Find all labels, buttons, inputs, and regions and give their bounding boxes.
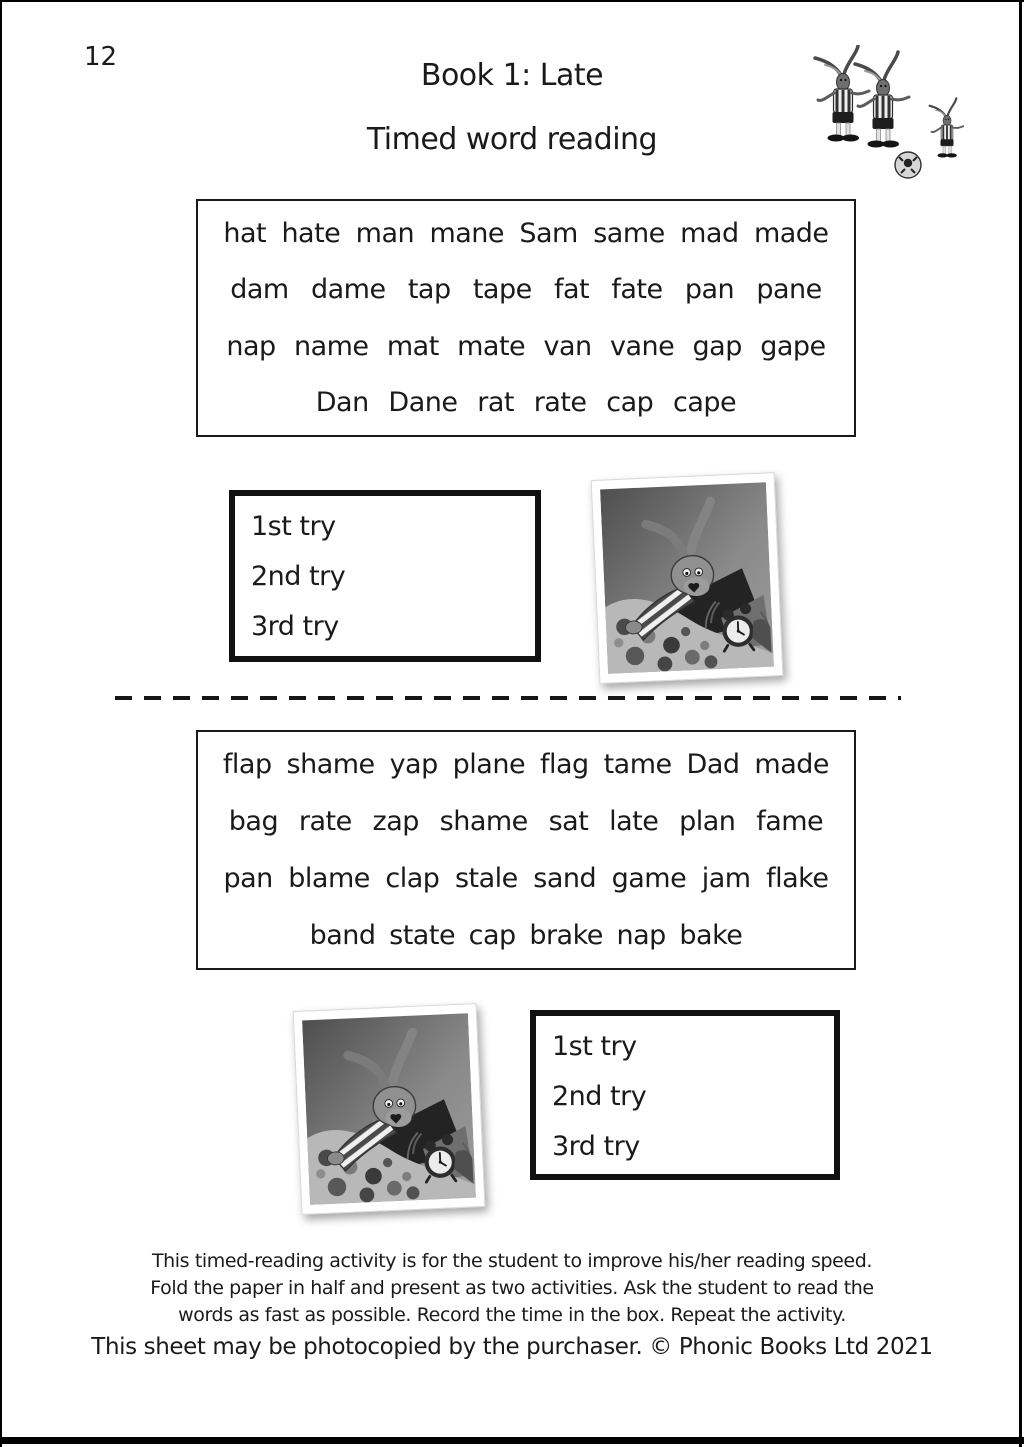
word: flap [222,749,272,780]
page-edge-bottom [0,1437,1024,1444]
word: mat [386,330,439,362]
word: fat [553,274,590,306]
page-subtitle: Timed word reading [366,122,658,157]
word: hat [223,217,267,249]
page-number: 12 [84,42,118,72]
word-row [208,262,844,319]
word: jam [701,863,751,894]
word: pan [223,863,273,894]
word-row [208,793,844,850]
word-row [208,850,844,907]
word: zap [372,806,419,837]
word: band [309,920,376,951]
word: state [389,920,456,951]
try-line-2: 2nd try [251,561,346,592]
word: made [753,217,829,249]
word: dame [310,274,386,306]
try-line-3: 3rd try [552,1131,640,1162]
fold-dashed-line [115,696,901,700]
word: gape [760,330,826,362]
try-line-3: 3rd try [251,611,339,642]
word: rate [533,387,587,419]
word-row [208,736,844,793]
bed-photo-2-art [302,1012,476,1205]
word: Sam [519,217,578,249]
word: same [593,217,665,249]
word: gap [692,330,742,362]
word: yap [389,749,438,780]
word: made [754,749,830,780]
try-box-1 [229,490,541,662]
word: plan [679,806,736,837]
word: Dan [315,387,369,419]
try-line-1: 1st try [251,511,336,542]
word: man [355,217,415,249]
page-edge-top [0,0,1024,2]
word-box-2 [196,730,856,970]
word: cap [468,920,516,951]
word: late [609,806,659,837]
word: sat [548,806,589,837]
word: rat [477,387,514,419]
word: flake [766,863,829,894]
word: sand [533,863,597,894]
word: fame [756,806,824,837]
copyright-text: This sheet may be photocopied by the purchaser. © Phonic Books Ltd 2021 [91,1334,933,1360]
word: plane [452,749,526,780]
word-row [296,375,756,432]
word: fate [611,274,663,306]
football-characters-illustration [795,45,975,185]
word: van [543,330,592,362]
word: brake [529,920,603,951]
page-title: Book 1: Late [420,58,604,93]
word: blame [288,863,370,894]
word: tape [472,274,532,306]
word-row [208,318,844,375]
word: dam [230,274,289,306]
bed-photo-1 [591,472,784,684]
try-box-2 [530,1010,840,1180]
page-edge-right [1019,0,1022,1447]
word: tap [407,274,451,306]
word: clap [385,863,440,894]
word: stale [454,863,518,894]
word: bag [228,806,279,837]
word: Dad [686,749,740,780]
word: game [611,863,687,894]
word-row [208,205,844,262]
word: flag [539,749,589,780]
word: shame [439,806,528,837]
word: nap [226,330,276,362]
word: rate [298,806,352,837]
word: mane [429,217,505,249]
word: mate [457,330,526,362]
try-line-1: 1st try [552,1031,637,1062]
try-line-2: 2nd try [552,1081,647,1112]
word: tame [603,749,672,780]
word: nap [616,920,666,951]
word: bake [679,920,743,951]
word: cape [673,387,737,419]
word: pan [684,274,735,306]
bed-photo-2 [293,1003,486,1215]
instructions-text: This timed-reading activity is for the student to improve his/her reading speed. Fold the paper in half and present as two activities. Ask the student to read the words as fast as possible. Record the time in the box. Repeat the activity. [150,1250,874,1326]
bed-photo-1-art [600,481,774,674]
word: vane [609,330,675,362]
word: name [293,330,369,362]
word-box-1 [196,199,856,437]
word-row [296,907,756,964]
page-edge-left [0,0,2,1447]
word: hate [281,217,341,249]
word: cap [606,387,654,419]
word: shame [286,749,375,780]
word: pane [756,274,822,306]
word: mad [680,217,739,249]
word: Dane [388,387,458,419]
